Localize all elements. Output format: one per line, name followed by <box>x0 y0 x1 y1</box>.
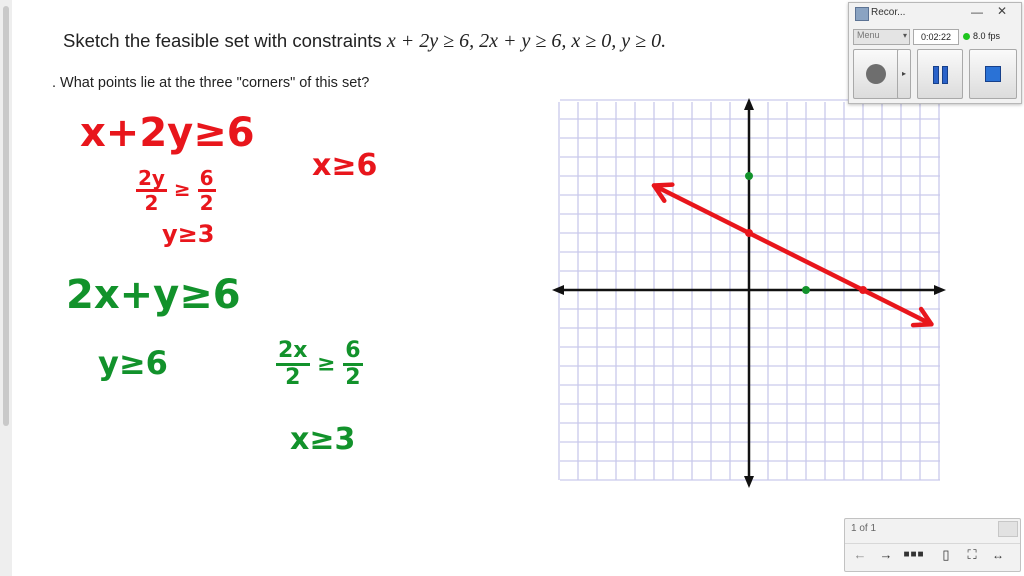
page-indicator: 1 of 1 <box>851 523 877 534</box>
recorder-window <box>848 2 1022 104</box>
coordinate-grid <box>550 96 950 490</box>
y-axis-bottom-arrow-icon <box>744 476 754 488</box>
stop-icon <box>985 66 1001 82</box>
minimize-icon[interactable]: — <box>971 5 983 19</box>
pause-button[interactable] <box>917 49 963 99</box>
left-scrollbar[interactable] <box>0 0 12 576</box>
red-line-segment <box>654 186 931 325</box>
green-point-0 <box>745 172 753 180</box>
recorder-menu-label: Menu <box>857 30 880 40</box>
green-frac-num-left: 2x <box>276 340 310 366</box>
red-frac-den-left: 2 <box>144 191 159 215</box>
recorder-menu-dropdown[interactable] <box>853 29 910 45</box>
x-axis-left-arrow-icon <box>552 285 564 295</box>
recorder-titlebar[interactable] <box>849 3 1021 23</box>
x-axis-right-arrow-icon <box>934 285 946 295</box>
recorder-title: Recor... <box>871 7 906 18</box>
forward-arrow-icon[interactable]: → <box>879 547 893 562</box>
green-ge-sign: ≥ <box>317 351 336 377</box>
dropdown-arrow-icon: ▸ <box>901 69 906 78</box>
record-button[interactable] <box>853 49 899 99</box>
red-equation: x+2y≥6 <box>80 110 255 156</box>
red-side-note: x≥6 <box>312 148 378 183</box>
red-frac-num-right: 6 <box>199 166 214 190</box>
close-icon[interactable]: ✕ <box>996 4 1008 18</box>
recorder-logo-icon <box>855 7 869 21</box>
record-options-button[interactable] <box>897 49 911 99</box>
red-frac-num-left: 2y <box>138 166 165 190</box>
red-ge-sign: ≥ <box>173 177 191 201</box>
nav-close-button[interactable] <box>998 521 1018 537</box>
red-result: y≥3 <box>162 220 215 248</box>
red-boundary-line <box>654 185 931 325</box>
fit-icon[interactable]: ⛶ <box>967 547 977 562</box>
recording-timer: 0:02:22 <box>913 29 959 45</box>
green-point-1 <box>802 286 810 294</box>
pdf-navigation-bar <box>844 518 1021 572</box>
fps-label: 8.0 fps <box>973 31 1001 41</box>
record-icon <box>866 64 886 84</box>
stop-button[interactable] <box>969 49 1017 99</box>
red-intercept-x <box>859 286 867 294</box>
status-dot-icon <box>963 33 970 40</box>
green-result: x≥3 <box>290 422 356 457</box>
green-frac-den-left: 2 <box>285 365 301 390</box>
problem-statement <box>63 30 666 53</box>
red-intercept-y <box>745 229 753 237</box>
green-frac-den-right: 2 <box>345 365 361 390</box>
chevron-down-icon: ▾ <box>902 31 907 40</box>
problem-question: . What points lie at the three "corners" of this set? <box>52 75 370 91</box>
fps-indicator <box>963 29 1017 43</box>
green-equation: 2x+y≥6 <box>66 272 241 318</box>
page-icon[interactable]: ▯ <box>942 547 950 562</box>
dots-icon[interactable]: ■■■ <box>903 549 925 560</box>
problem-constraints: x + 2y ≥ 6, 2x + y ≥ 6, x ≥ 0, y ≥ 0. <box>386 30 667 52</box>
expand-icon[interactable]: ↔ <box>992 548 1004 562</box>
scrollbar-thumb[interactable] <box>3 6 9 426</box>
green-division-step <box>276 340 363 389</box>
red-division-step <box>136 168 216 213</box>
green-frac-num-right: 6 <box>343 340 362 366</box>
nav-divider <box>845 543 1020 544</box>
red-frac-den-right: 2 <box>199 191 214 215</box>
green-note-y: y≥6 <box>98 344 168 382</box>
problem-text: Sketch the feasible set with constraints <box>63 30 387 51</box>
back-arrow-icon[interactable]: ← <box>853 547 867 562</box>
